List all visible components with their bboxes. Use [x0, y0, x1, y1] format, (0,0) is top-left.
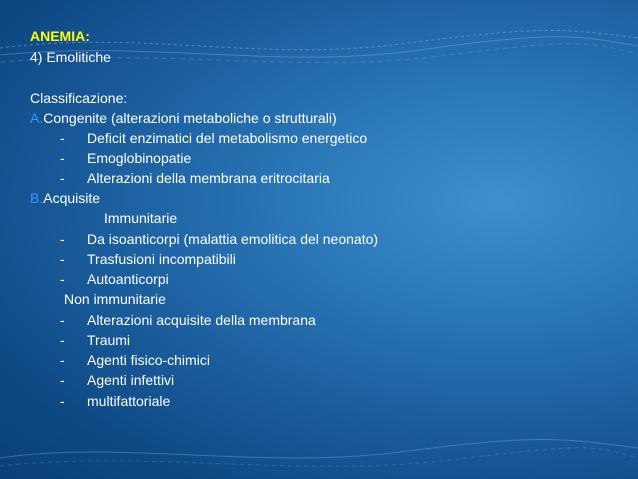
bullet-dash: -	[60, 393, 65, 409]
bullet-dash: -	[60, 372, 65, 388]
section-a-marker: A.	[30, 110, 44, 126]
bullet-dash: -	[60, 271, 65, 287]
bullet-dash: -	[60, 352, 65, 368]
list-item-text: Agenti infettivi	[87, 372, 175, 388]
bullet-dash: -	[60, 251, 65, 267]
bullet-dash: -	[60, 332, 65, 348]
slide-title: ANEMIA:	[30, 28, 90, 44]
immune-heading: Immunitarie	[104, 210, 178, 226]
list-item-text: Emoglobinopatie	[87, 150, 192, 166]
section-a-label: Congenite (alterazioni metaboliche o strutturali)	[43, 110, 337, 126]
section-b-marker: B.	[30, 190, 44, 206]
section-a-heading	[30, 108, 337, 128]
list-item-text: Agenti fisico-chimici	[87, 352, 210, 368]
list-item-text: multifattoriale	[87, 393, 171, 409]
bullet-dash: -	[60, 170, 65, 186]
bullet-dash: -	[60, 231, 65, 247]
section-b-heading	[30, 188, 100, 208]
section-b-label: Acquisite	[43, 190, 101, 206]
list-item-text: Alterazioni della membrana eritrocitaria	[87, 170, 330, 186]
slide-subtitle: 4) Emolitiche	[30, 49, 111, 65]
classification-heading: Classificazione:	[30, 90, 128, 106]
list-item-text: Trasfusioni incompatibili	[87, 251, 236, 267]
list-item-text: Traumi	[87, 332, 131, 348]
list-item-text: Autoanticorpi	[87, 271, 169, 287]
non-immune-heading: Non immunitarie	[64, 291, 166, 307]
list-item-text: Deficit enzimatici del metabolismo energetico	[87, 130, 368, 146]
list-item-text: Alterazioni acquisite della membrana	[87, 312, 316, 328]
list-item-text: Da isoanticorpi (malattia emolitica del neonato)	[87, 231, 379, 247]
bullet-dash: -	[60, 312, 65, 328]
bullet-dash: -	[60, 130, 65, 146]
bullet-dash: -	[60, 150, 65, 166]
